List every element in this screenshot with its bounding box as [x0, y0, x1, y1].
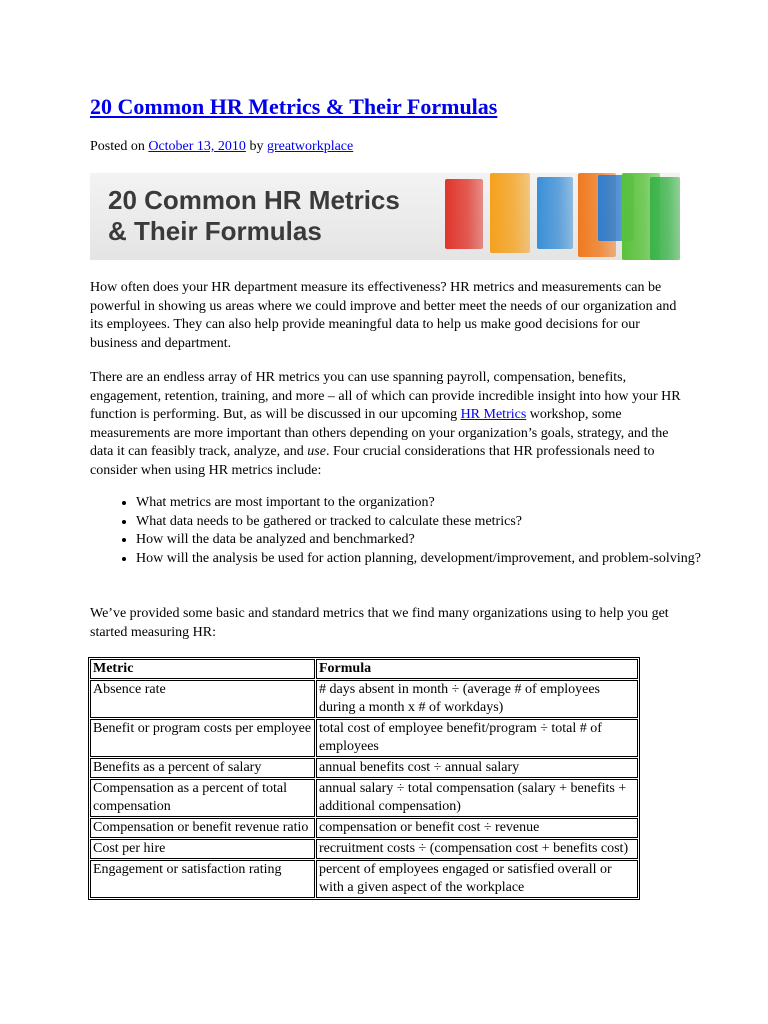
metric-cell: Benefits as a percent of salary [90, 758, 315, 778]
banner-line-1: 20 Common HR Metrics [108, 185, 400, 215]
post-meta [90, 138, 353, 156]
formula-cell: annual salary ÷ total compensation (salary + benefits + additional compensation) [316, 779, 638, 817]
formula-cell: # days absent in month ÷ (average # of employees during a month x # of workdays) [316, 680, 638, 718]
banner-bar [650, 177, 680, 260]
banner-text [108, 185, 400, 247]
table-row [90, 860, 638, 898]
table-header-row [90, 659, 638, 679]
formula-cell: annual benefits cost ÷ annual salary [316, 758, 638, 778]
by-label: by [245, 139, 267, 154]
list-item: • What data needs to be gathered or tracked to calculate these metrics? [136, 513, 706, 532]
banner-bar [490, 173, 530, 253]
metrics-paragraph-text-3: . Four crucial considerations that HR professionals need to consider when using HR metrics include: [90, 444, 655, 478]
table-row [90, 779, 638, 817]
banner-bar [537, 177, 573, 249]
list-item: • How will the data be analyzed and benchmarked? [136, 531, 706, 550]
post-title [90, 94, 497, 120]
emphasis-use: use [307, 444, 326, 459]
posted-on-label: Posted on [90, 139, 149, 154]
author-link[interactable]: greatworkplace [266, 139, 354, 154]
banner-line-2: & Their Formulas [108, 216, 322, 246]
metric-cell: Compensation or benefit revenue ratio [90, 818, 315, 838]
banner-image [90, 173, 680, 260]
metric-cell: Absence rate [90, 680, 315, 718]
metrics-paragraph-text-1: There are an endless array of HR metrics you can use spanning payroll, compensation, benefits, engagement, retention, training, and more – all of which can provide incredible insight into how your HR function is performing. But, as will be discussed in our upcoming [90, 370, 681, 422]
table-row [90, 758, 638, 778]
column-header-formula: Formula [316, 659, 638, 679]
metric-cell: Compensation as a percent of total compensation [90, 779, 315, 817]
table-intro-paragraph: We’ve provided some basic and standard metrics that we find many organizations using to help you get started measuring HR: [90, 606, 669, 640]
metrics-paragraph [90, 369, 690, 480]
formula-cell: recruitment costs ÷ (compensation cost + benefits cost) [316, 839, 638, 859]
metric-cell: Engagement or satisfaction rating [90, 860, 315, 898]
formula-cell: percent of employees engaged or satisfied overall or with a given aspect of the workplace [316, 860, 638, 898]
table-row [90, 818, 638, 838]
formula-cell: compensation or benefit cost ÷ revenue [316, 818, 638, 838]
metric-cell: Cost per hire [90, 839, 315, 859]
table-row [90, 839, 638, 859]
list-item: • What metrics are most important to the organization? [136, 494, 706, 513]
hr-metrics-link[interactable]: HR Metrics [460, 407, 527, 422]
column-header-metric: Metric [90, 659, 315, 679]
metrics-table [88, 657, 640, 900]
metrics-paragraph-text-2: workshop, some measurements are more important than others depending on your organization’s goals, strategy, and the data it can feasibly track, analyze, and [90, 407, 669, 459]
list-item: • How will the analysis be used for action planning, development/improvement, and problem-solving? [136, 550, 706, 569]
table-row [90, 719, 638, 757]
formula-cell: total cost of employee benefit/program ÷ total # of employees [316, 719, 638, 757]
post-date-link[interactable]: October 13, 2010 [148, 139, 246, 154]
post-title-link[interactable]: 20 Common HR Metrics & Their Formulas [90, 94, 498, 119]
banner-bar [445, 179, 483, 249]
table-row [90, 680, 638, 718]
metric-cell: Benefit or program costs per employee [90, 719, 315, 757]
intro-paragraph: How often does your HR department measure its effectiveness? HR metrics and measurements can be powerful in showing us areas where we could improve and better meet the needs of our organization and its employees. They can also help provide meaningful data to help us make good decisions for our business and department. [90, 280, 677, 351]
considerations-list [90, 494, 706, 568]
